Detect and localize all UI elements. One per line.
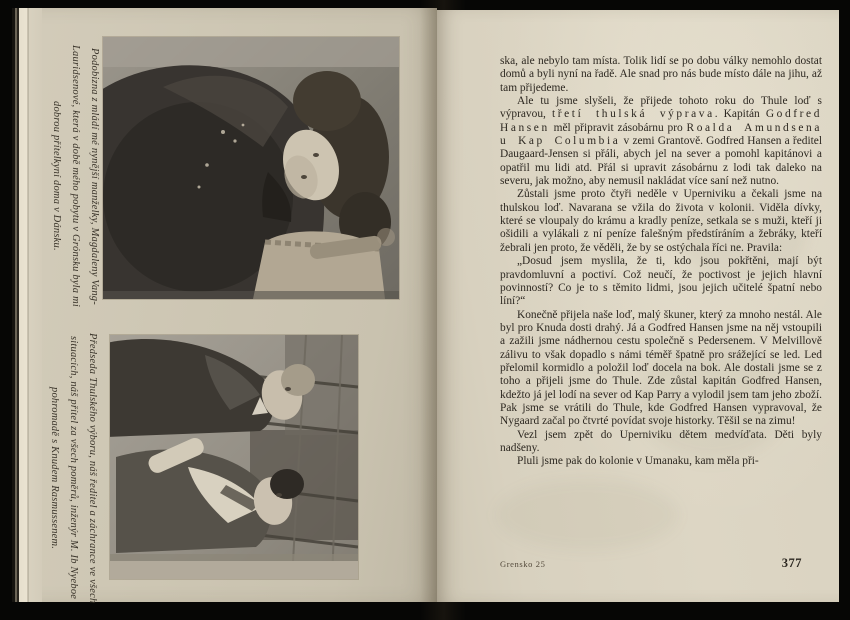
emphasized-name-spaced: Godfred Hansen	[500, 108, 823, 134]
photo-woman-portrait-rotated	[103, 37, 399, 299]
paragraph	[500, 55, 822, 95]
paragraph	[500, 309, 822, 429]
text-run: „Dosud jsem myslila, že ti, kdo jsou pokřtěni, mají být pravdomluvní a poctiví. Což neučí, že poctivost je jejich hlavní povinností? Co je to s těmito lidmi, jsou jejich učitelé špatní nebo líní?“	[500, 255, 822, 308]
text-run: . Kapitán	[714, 108, 766, 121]
photo-caption-nyeboe-rasmussen: Předseda Thulského výboru, náš ředitel a záchrance ve všech situacích, náš přítel za všech poměrů, inženýr M. Ib Nyeboe pohromadě s Knudem Rasmussenem.	[49, 332, 98, 604]
emphasized-name-spaced: třetí thulská výprava	[551, 108, 715, 121]
show-through-blot	[497, 480, 677, 550]
text-run: měl připravit zásobárnu pro	[549, 121, 687, 134]
paragraph	[500, 455, 822, 468]
left-page	[12, 8, 437, 602]
text-run: Ale tu jsme slyšeli, že přijede tohoto roku do Thule loď s výpravou,	[500, 95, 822, 121]
text-run: ska, ale nebylo tam místa. Tolik lidí se po dobu války nemohlo dostat domů a byli nyní na řadě. Ale snad pro nás bude místo dále na jihu, až tam přijedeme.	[500, 55, 822, 94]
body-text	[500, 55, 822, 469]
paragraph	[500, 255, 822, 308]
signature-mark: Grensko 25	[500, 559, 546, 569]
page-number: 377	[781, 556, 802, 570]
page-footer	[500, 556, 822, 571]
paragraph	[500, 429, 822, 456]
right-page	[437, 10, 839, 602]
photo-two-men-rotated	[110, 335, 358, 579]
photo-caption-woman: Podobizna z mládí mé nynější manželky, Magdaleny Vang-Lauridsenové, která v době mého pobytu v Grónsku byla mi dobrou přítelkyní doma v Dánsku.	[51, 45, 100, 307]
page-stack-edge	[12, 8, 42, 602]
text-run: Konečně přijela naše loď, malý škuner, který za mnoho nestál. Ale byl pro Knuda dosti drahý. Já a Godfred Hansen jsme na něj vstoupili a zažili jsme nádhernou cestu společně s Pedersenem. V Melvillově zálivu to však dopadlo s námi téměř špatně pro srážející se led. Led přelomil kormidlo a položil loď docela na bok. Ale dostali jsme se z toho a přijeli jsme do Thule. Zde zůstal kapitán Godfred Hansen, kdežto já jel lodí na sever od Kap Parry a vylodil jsem tam jeho zboží. Pak jsme se vrátili do Thule, kde Godfred Hansen vypravoval, že Nygaard začal po čtvrté povídat svoje historky. Těšil se na zimu!	[500, 308, 822, 428]
text-run: v zemi Grantově. Godfred Hansen a ředitel Daugaard-Jensen si přáli, abych jel na sever a pomohl kapitánovi a opatřil mu lidi atd. Přál si upravit zásobárnu z lodi tak daleko na severu, jak možno, aby nemusil nakládat více saní než nutno.	[500, 135, 822, 188]
text-run: Zůstali jsme proto čtyři neděle v Uperniviku a čekali jsme na thulskou loď. Navarana se vžila do života v kolonii. Viděla dívky, které se vloupaly do krámu a kradly peníze, setkala se s muži, kteří ji ošidili a vylákali z ní peníze falešným předstíráním a žebráky, kteří žebrali jen proto, že věděli, že by se ostýchala říci ne. Pravila:	[500, 188, 822, 254]
text-run: Pluli jsme pak do kolonie v Umanaku, kam měla při-	[517, 455, 759, 468]
paragraph	[500, 95, 822, 188]
text-run: Vezl jsem zpět do Uperniviku dětem medvíďata. Děti byly nadšeny.	[500, 428, 822, 454]
paragraph	[500, 188, 822, 255]
emphasized-name-spaced: Roalda Amundsena u Kap Columbia	[500, 121, 822, 148]
